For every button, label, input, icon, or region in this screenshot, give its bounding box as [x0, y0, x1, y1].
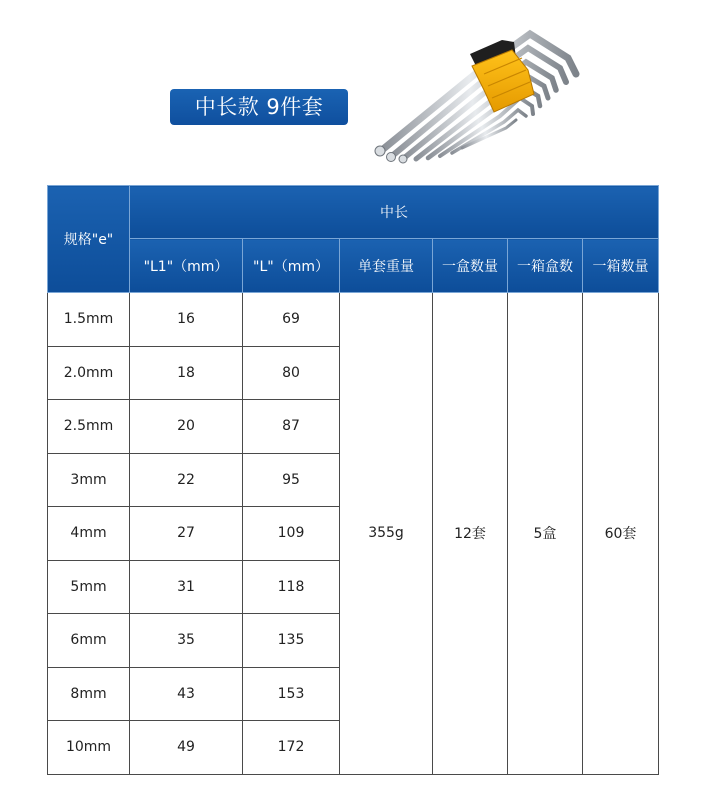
- hex-key-set-icon: [362, 28, 594, 174]
- l-cell: 109: [243, 507, 340, 561]
- group-header: 中长: [130, 186, 659, 239]
- spec-cell: 8mm: [48, 667, 130, 721]
- l1-cell: 31: [130, 560, 243, 614]
- l1-cell: 18: [130, 346, 243, 400]
- l-cell: 87: [243, 400, 340, 454]
- l-cell: 172: [243, 721, 340, 775]
- l1-cell: 35: [130, 614, 243, 668]
- l1-cell: 16: [130, 293, 243, 347]
- spec-cell: 3mm: [48, 453, 130, 507]
- l-cell: 69: [243, 293, 340, 347]
- l1-cell: 27: [130, 507, 243, 561]
- carton-boxes-cell: 5盒: [508, 293, 583, 775]
- carton-boxes-column-header: 一箱盒数: [508, 239, 583, 293]
- table-row: [48, 293, 659, 347]
- l1-cell: 49: [130, 721, 243, 775]
- l1-column-header: "L1"（mm）: [130, 239, 243, 293]
- carton-qty-cell: 60套: [583, 293, 659, 775]
- l-column-header: "L"（mm）: [243, 239, 340, 293]
- spec-table: [47, 185, 659, 775]
- l-cell: 80: [243, 346, 340, 400]
- l1-cell: 20: [130, 400, 243, 454]
- l-cell: 153: [243, 667, 340, 721]
- spec-cell: 1.5mm: [48, 293, 130, 347]
- spec-cell: 6mm: [48, 614, 130, 668]
- l-cell: 135: [243, 614, 340, 668]
- box-qty-cell: 12套: [433, 293, 508, 775]
- spec-column-header: 规格"e": [48, 186, 130, 293]
- carton-qty-column-header: 一箱数量: [583, 239, 659, 293]
- l1-cell: 22: [130, 453, 243, 507]
- spec-cell: 5mm: [48, 560, 130, 614]
- spec-cell: 2.5mm: [48, 400, 130, 454]
- l-cell: 118: [243, 560, 340, 614]
- spec-cell: 4mm: [48, 507, 130, 561]
- box-qty-column-header: 一盒数量: [433, 239, 508, 293]
- spec-cell: 2.0mm: [48, 346, 130, 400]
- page-title: 中长款 9件套: [170, 89, 348, 125]
- l1-cell: 43: [130, 667, 243, 721]
- weight-column-header: 单套重量: [340, 239, 433, 293]
- weight-cell: 355g: [340, 293, 433, 775]
- spec-cell: 10mm: [48, 721, 130, 775]
- l-cell: 95: [243, 453, 340, 507]
